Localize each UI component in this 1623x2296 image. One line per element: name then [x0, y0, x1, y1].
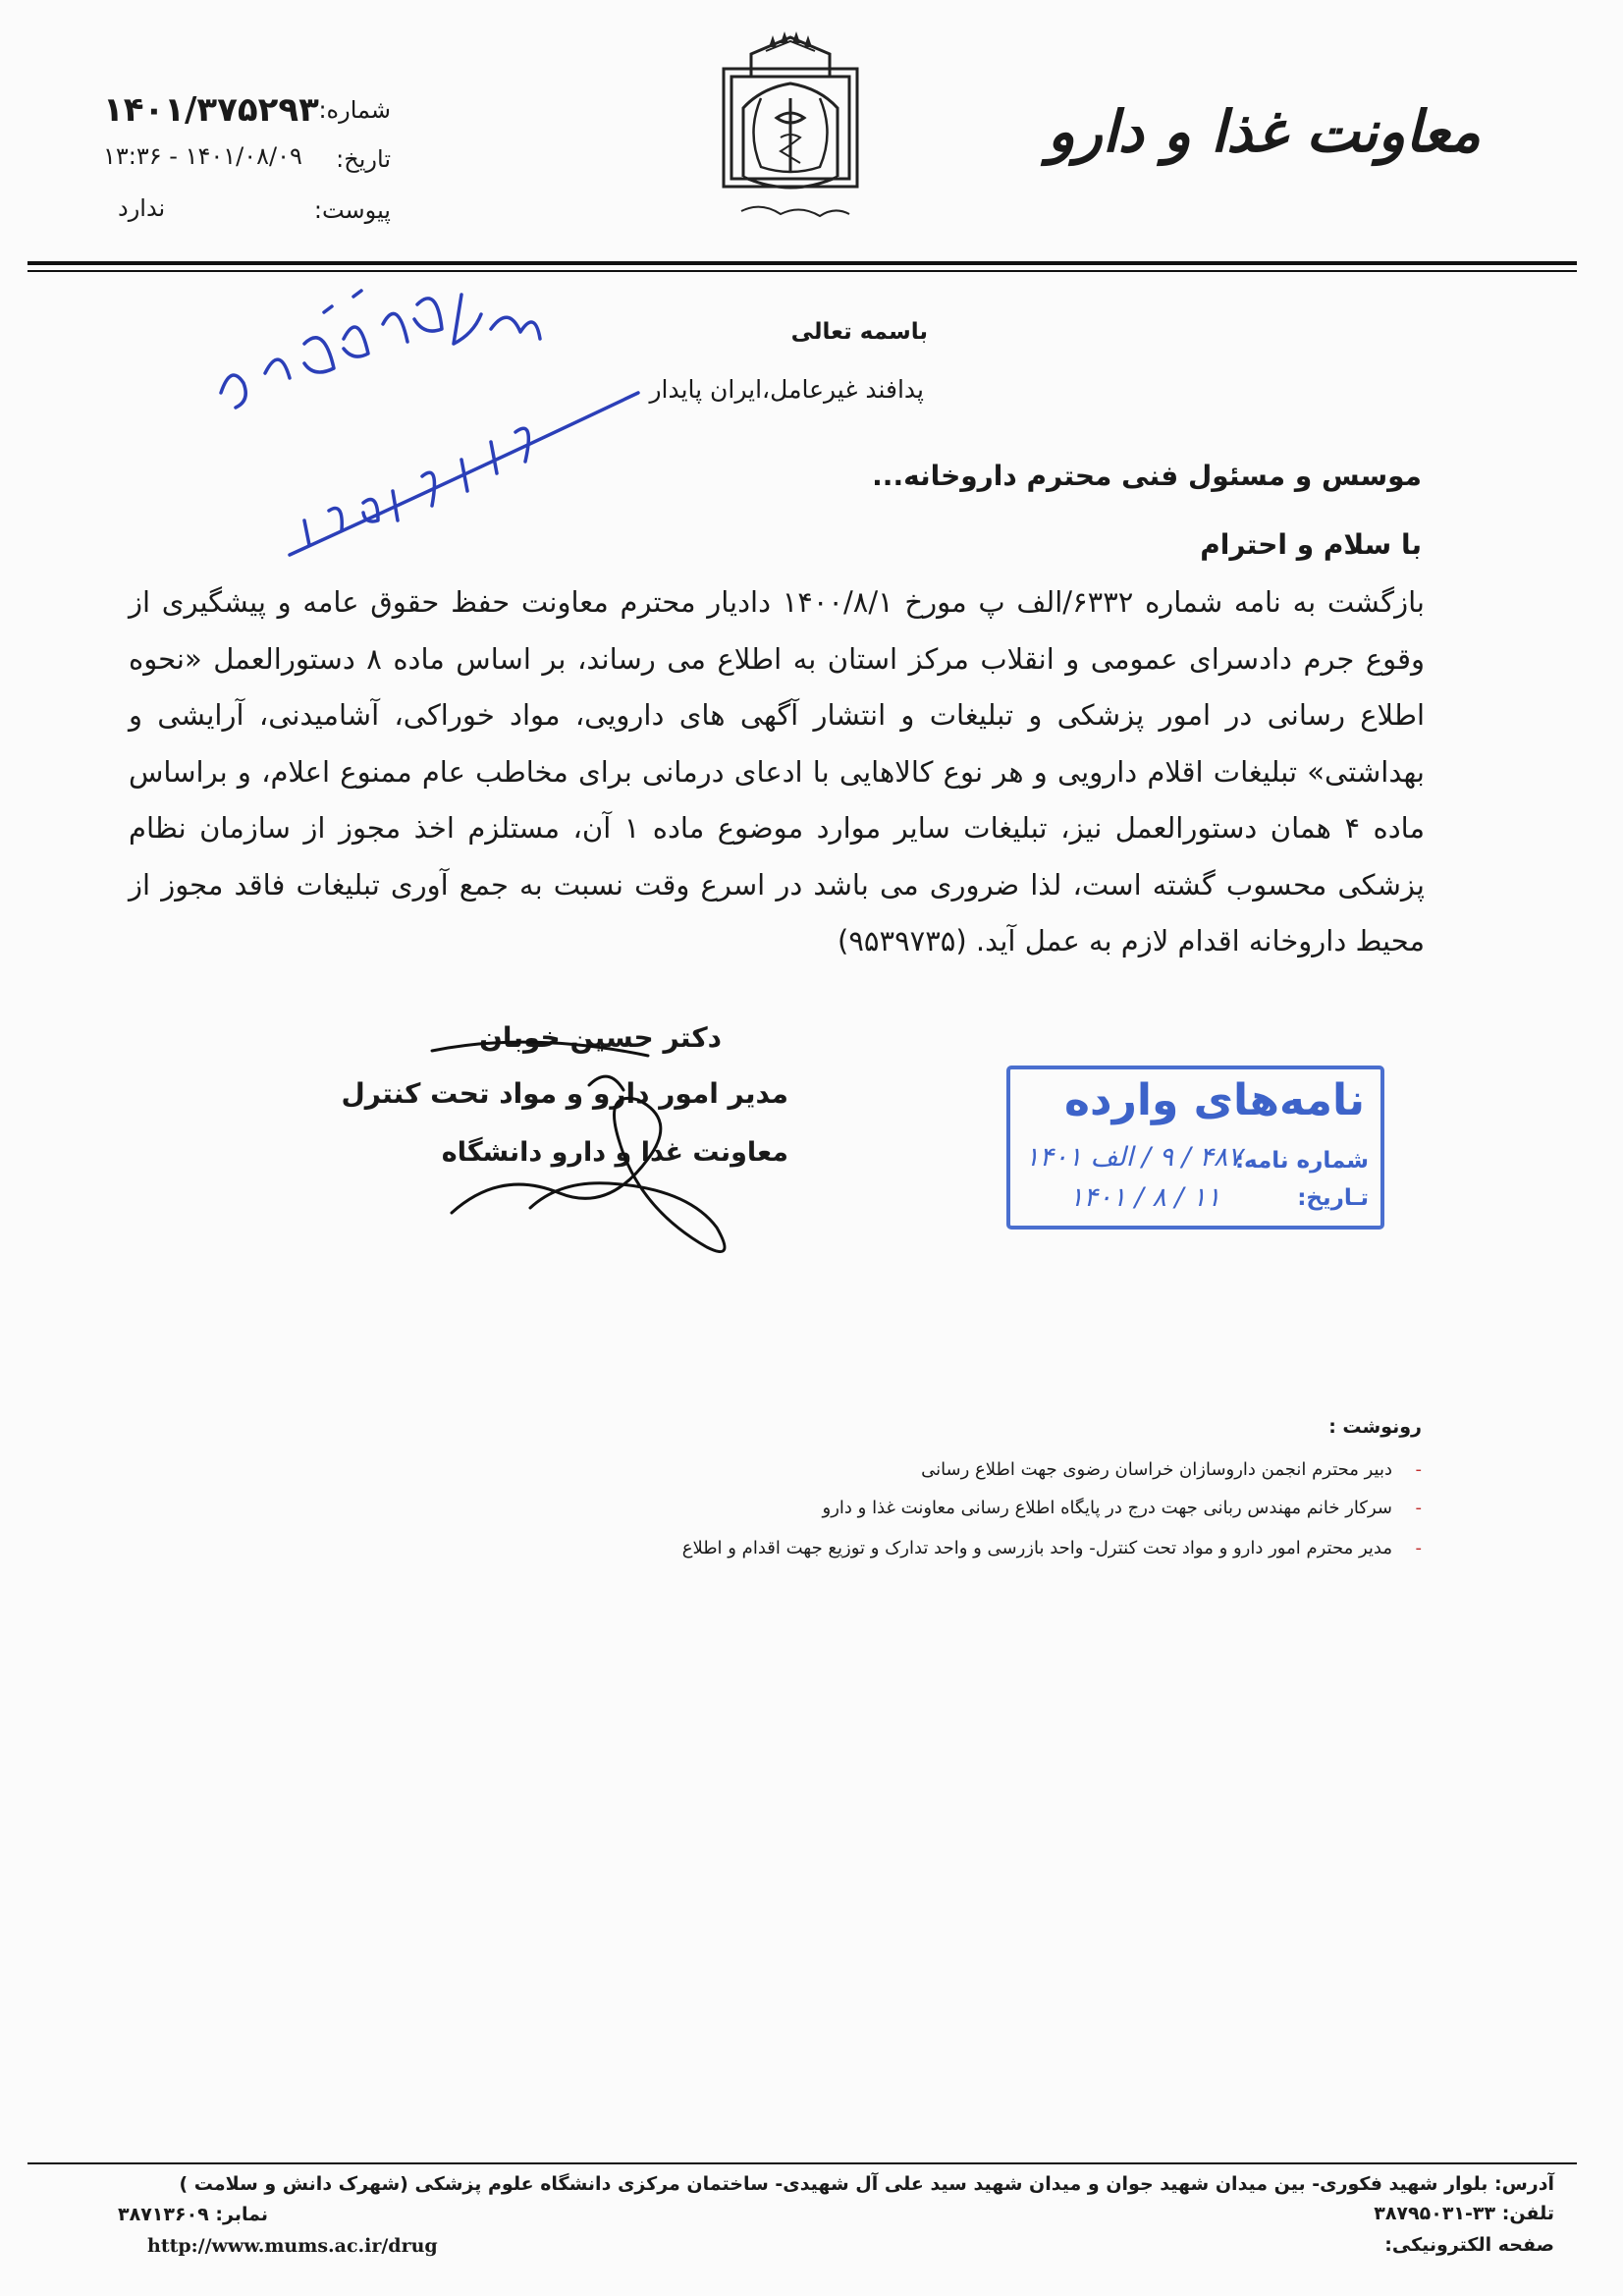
footer-fax: نمابر: ۳۸۷۱۳۶۰۹ [118, 2204, 268, 2225]
letter-date-label: تاریخ: [336, 145, 391, 173]
letter-date: ۱۴۰۱/۰۸/۰۹ - ۱۳:۳۶ [103, 142, 302, 170]
handwritten-signature [412, 1011, 766, 1267]
attachment-value: ندارد [118, 194, 166, 222]
signer-name: دکتر حسین خوبان [479, 1021, 722, 1054]
footer-web-label: صفحه الکترونیکی: [1384, 2234, 1554, 2256]
letter-number: ۱۴۰۱/۳۷۵۲۹۳ [103, 90, 319, 130]
footer-phone: تلفن: ۳۳-۳۸۷۹۵۰۳۱ [1374, 2203, 1554, 2224]
cc-label: رونوشت : [1328, 1416, 1422, 1438]
recipient-line: موسس و مسئول فنی محترم داروخانه... [872, 460, 1422, 492]
cc-item: - دبیر محترم انجمن داروسازان خراسان رضوی جهت اطلاع رسانی [921, 1459, 1422, 1480]
motto-line: پدافند غیرعامل،ایران پایدار [649, 375, 924, 404]
header-divider [27, 261, 1577, 265]
cc-item-text: سرکار خانم مهندس ربانی جهت درج در پایگاه اطلاع رسانی معاونت غذا و دارو [822, 1498, 1392, 1518]
university-emblem-icon [712, 29, 869, 231]
stamp-number-value: ۴۸۷ / ۹ / الف ۱۴۰۱ [1025, 1142, 1242, 1173]
greeting-line: باسمه تعالی [790, 319, 928, 345]
handwritten-note [196, 285, 648, 579]
footer-url-link[interactable]: http://www.mums.ac.ir/drug [147, 2235, 438, 2257]
stamp-date-value: ۱۱ / ۸ / ۱۴۰۱ [1069, 1182, 1221, 1213]
letter-body: بازگشت به نامه شماره ۶۳۳۲/الف پ مورخ ۱۴۰۰/۸/۱ دادیار محترم معاونت حفظ حقوق عامه و پیشگیری از وقوع جرم دادسرای عمومی و انقلاب مرکز استان به اطلاع می رساند، بر اساس ماده ۸ دستورالعمل «نحوه اطلاع رسانی در امور پزشکی و تبلیغات و انتشار آگهی های دارویی، مواد خوراکی، آشامیدنی، آرایشی و بهداشتی» تبلیغات اقلام دارویی و هر نوع کالاهایی با ادعای درمانی برای مخاطب عام ممنوع اعلام، و براساس ماده ۴ همان دستورالعمل نیز، تبلیغات سایر موارد موضوع ماده ۱ آن، مستلزم اخذ مجوز از سازمان نظام پزشکی محسوب گشته است، لذا ضروری می باشد در اسرع وقت نسبت به جمع آوری تبلیغات فاقد مجوز از محیط داروخانه اقدام لازم به عمل آید. (۹۵۳۹۷۳۵) [129, 585, 1425, 957]
cc-item-text: دبیر محترم انجمن داروسازان خراسان رضوی جهت اطلاع رسانی [921, 1459, 1392, 1480]
department-title: معاونت غذا و دارو [1047, 98, 1481, 165]
stamp-title: نامه‌های وارده [1064, 1075, 1365, 1125]
received-letters-stamp [1006, 1066, 1384, 1230]
stamp-number-label: شماره نامه: [1234, 1148, 1369, 1174]
letter-number-label: شماره: [318, 96, 391, 124]
stamp-date-label: تـاریخ: [1297, 1185, 1369, 1211]
cc-item-text: مدیر محترم امور دارو و مواد تحت کنترل- واحد بازرسی و واحد تدارک و توزیع جهت اقدام و اطلاع [681, 1538, 1392, 1558]
signer-department: معاونت غذا و دارو دانشگاه [441, 1137, 788, 1168]
cc-item: - مدیر محترم امور دارو و مواد تحت کنترل- واحد بازرسی و واحد تدارک و توزیع جهت اقدام و اطلاع [681, 1538, 1422, 1558]
salutation-line: با سلام و احترام [1200, 528, 1422, 561]
footer-address: آدرس: بلوار شهید فکوری- بین میدان شهید جوان و میدان شهید سید علی آل شهیدی- ساختمان مرکزی دانشگاه علوم پزشکی (شهرک دانش و سلامت ) [179, 2173, 1554, 2195]
header-divider-thin [27, 270, 1577, 272]
signer-title: مدیر امور دارو و مواد تحت کنترل [341, 1077, 788, 1110]
footer-divider [27, 2162, 1577, 2164]
cc-item: - سرکار خانم مهندس ربانی جهت درج در پایگاه اطلاع رسانی معاونت غذا و دارو [822, 1498, 1422, 1518]
attachment-label: پیوست: [313, 196, 391, 224]
